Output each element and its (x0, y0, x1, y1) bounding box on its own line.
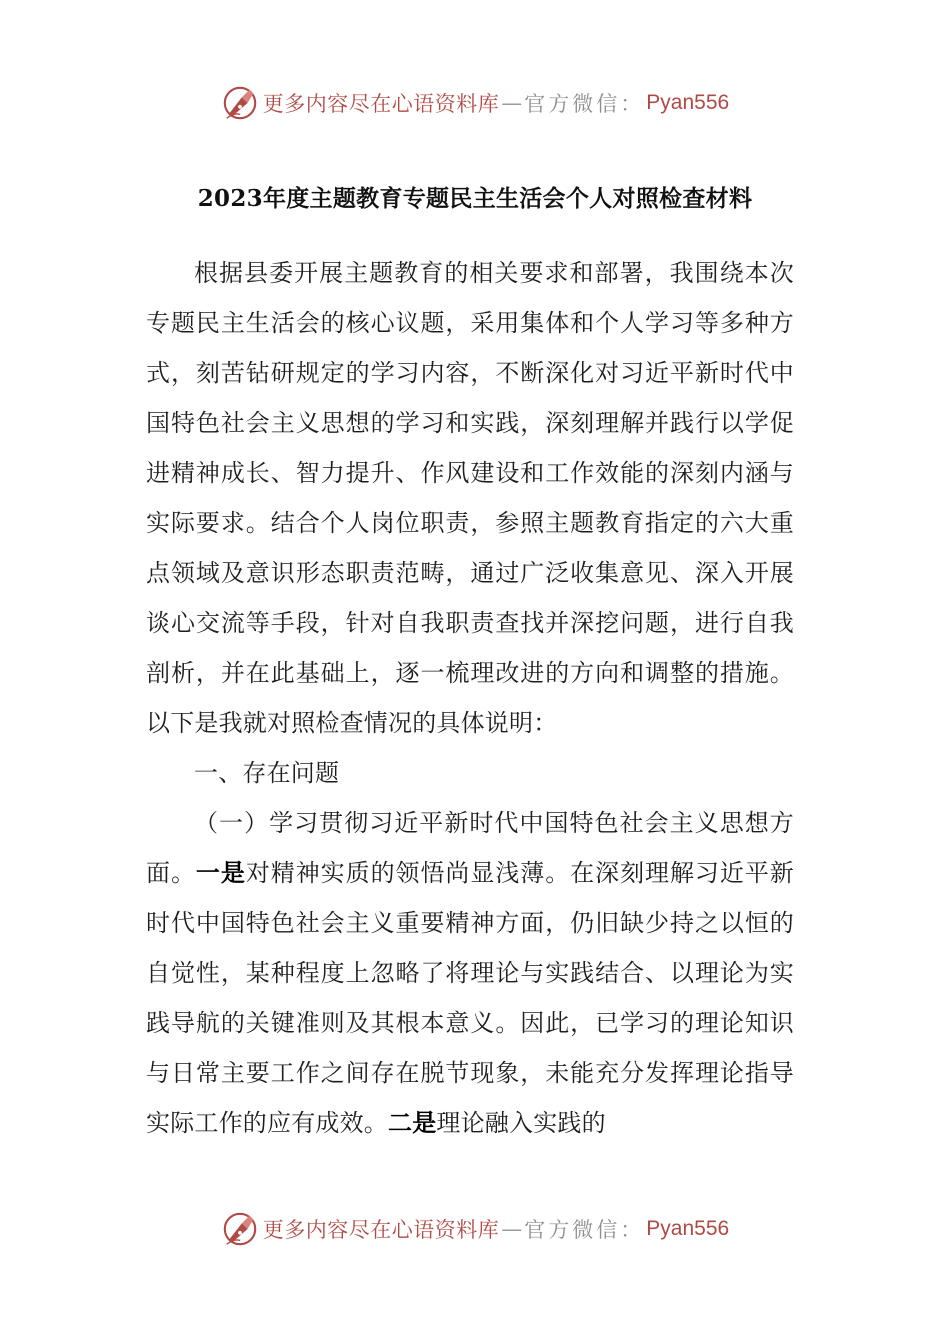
point2-lead: 二是 (388, 1108, 437, 1137)
issue-paragraph (146, 798, 794, 1148)
banner-brand-text: 更多内容尽在心语资料库 (262, 1218, 500, 1242)
header-banner (0, 78, 950, 128)
footer-banner (0, 1204, 950, 1254)
document-title: 2023年度主题教育专题民主生活会个人对照检查材料 (197, 185, 753, 212)
section-heading: 一、存在问题 (194, 759, 340, 787)
pen-nib-logo-icon (221, 84, 259, 122)
point1-lead: 一是 (195, 858, 246, 887)
document-body (146, 248, 794, 1148)
banner-brand-text: 更多内容尽在心语资料库 (262, 92, 500, 116)
intro-paragraph: 根据县委开展主题教育的相关要求和部署，我围绕本次专题民主生活会的核心议题，采用集体和个人学习等多种方式，刻苦钻研规定的学习内容，不断深化对习近平新时代中国特色社会主义思想的学习和实践，深刻理解并践行以学促进精神成长、智力提升、作风建设和工作效能的深刻内涵与实际要求。结合个人岗位职责，参照主题教育指定的六大重点领域及意识形态职责范畴，通过广泛收集意见、深入开展谈心交流等手段，针对自我职责查找并深挖问题，进行自我剖析，并在此基础上，逐一梳理改进的方向和调整的措施。以下是我就对照检查情况的具体说明： (146, 259, 794, 737)
point2-text: 理论融入实践的 (436, 1109, 606, 1137)
banner-dash: — (501, 1217, 523, 1241)
sub-heading: （一）学习贯彻习近平新时代中国特色社会主义思想方面。 (146, 809, 794, 887)
banner-dash: — (501, 91, 523, 115)
banner-contact-label: 官方微信： (524, 1218, 645, 1242)
banner-contact-id: Pyan556 (646, 1217, 730, 1240)
point1-text: 对精神实质的领悟尚显浅薄。在深刻理解习近平新时代中国特色社会主义重要精神方面，仍旧缺少持之以恒的自觉性，某种程度上忽略了将理论与实践结合、以理论为实践导航的关键准则及其根本意义。因此，已学习的理论知识与日常主要工作之间存在脱节现象，未能充分发挥理论指导实际工作的应有成效。 (146, 859, 794, 1137)
banner-contact-id: Pyan556 (646, 91, 730, 114)
pen-nib-logo-icon (221, 1210, 259, 1248)
banner-contact-label: 官方微信： (524, 92, 645, 116)
